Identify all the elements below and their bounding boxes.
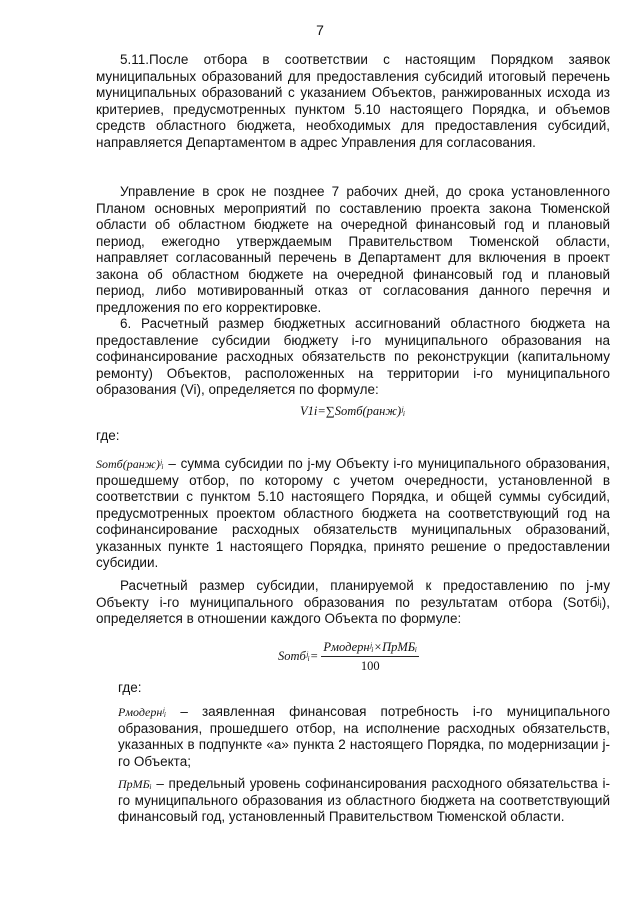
- where-label-1: где:: [96, 428, 120, 443]
- formula-sotb: [278, 640, 419, 674]
- definition-prmb: [118, 776, 610, 826]
- formula-sotb-fraction: [321, 640, 419, 674]
- formula-sotb-numerator: Pмодернʲᵢ×ПрМБᵢ: [321, 640, 419, 657]
- paragraph-upravlenie: [96, 184, 610, 316]
- formula-sotb-denominator: 100: [360, 659, 380, 673]
- definition-pmodern-desc: – заявленная финансовая потребность i-го муниципального образования, прошедшего отбор, на исполнение расходных обязательств, указанных в подпункте «а» пункта 2 настоящего Порядка, по модернизации j-го Объекта;: [118, 704, 610, 769]
- paragraph-6: [96, 316, 610, 399]
- definition-sotb-ranzh-text: [96, 456, 610, 572]
- definition-sotb-ranzh-term: Sотб(ранж)ʲᵢ: [96, 457, 164, 471]
- formula-sotb-left: Sотбʲᵢ=: [278, 648, 319, 663]
- definition-prmb-text: [118, 776, 610, 826]
- where-label-2: где:: [118, 680, 142, 695]
- definition-prmb-term: ПрМБᵢ: [118, 777, 152, 791]
- paragraph-upravlenie-text: Управление в срок не позднее 7 рабочих дней, до срока установленного Планом основных мероприятий по составлению проекта закона Тюменской области об областном бюджете на очередной финансовый год и плановый период, ежегодно утверждаемым Правительством Тюменской области, направляет согласованный перечень в Департамент для включения в проект закона об областном бюджете на очередной финансовый год и плановый период, либо мотивированный отказ от согласования данного перечня и предложения по его корректировке.: [96, 184, 610, 315]
- page-number: 7: [316, 22, 324, 38]
- definition-pmodern-text: [118, 704, 610, 770]
- definition-sotb-ranzh-desc: – сумма субсидии по j-му Объекту i-го муниципального образования, прошедшему отбор, по которому с учетом очередности, установленной в соответствии с пунктом 5.10 настоящего Порядка, и общей суммы субсидий, предусмотренных проектом областного бюджета на соответствующий год на софинансирование расходных обязательств муниципальных образований, указанных пункте 1 настоящего Порядка, принято решение о предоставлении субсидии.: [96, 456, 610, 570]
- definition-sotb-ranzh: [96, 456, 610, 572]
- definition-prmb-desc: – предельный уровень софинансирования расходного обязательства i-го муниципального образования из областного бюджета на соответствующий финансовый год, установленный Правительством Тюменской области.: [118, 776, 610, 824]
- paragraph-calc: [96, 578, 610, 628]
- definition-pmodern: [118, 704, 610, 770]
- paragraph-calc-text: Расчетный размер субсидии, планируемой к предоставлению по j-му Объекту i-го муниципального образования по результатам отбора (Sотбʲᵢ), определяется в отношении каждого Объекта по формуле:: [96, 578, 610, 626]
- paragraph-6-text: 6. Расчетный размер бюджетных ассигнований областного бюджета на предоставление субсидии бюджету i-го муниципального образования на софинансирование расходных обязательств по реконструкции (капитальному ремонту) Объектов, расположенных на территории i-го муниципального образования (Vi), определяется по формуле:: [96, 316, 610, 397]
- paragraph-5-11-text: 5.11.После отбора в соответствии с настоящим Порядком заявок муниципальных образований для предоставления субсидий итоговый перечень муниципальных образований с указанием Объектов, ранжированных исхода из критериев, предусмотренных пунктом 5.10 настоящего Порядка, и объемов средств областного бюджета, необходимых для предоставления субсидий, направляется Департаментом в адрес Управления для согласования.: [96, 52, 610, 150]
- formula-v1i: V1i=∑Sотб(ранж)ʲᵢ: [300, 404, 406, 418]
- paragraph-5-11: [96, 52, 610, 151]
- definition-pmodern-term: Pмодернʲᵢ: [118, 705, 167, 719]
